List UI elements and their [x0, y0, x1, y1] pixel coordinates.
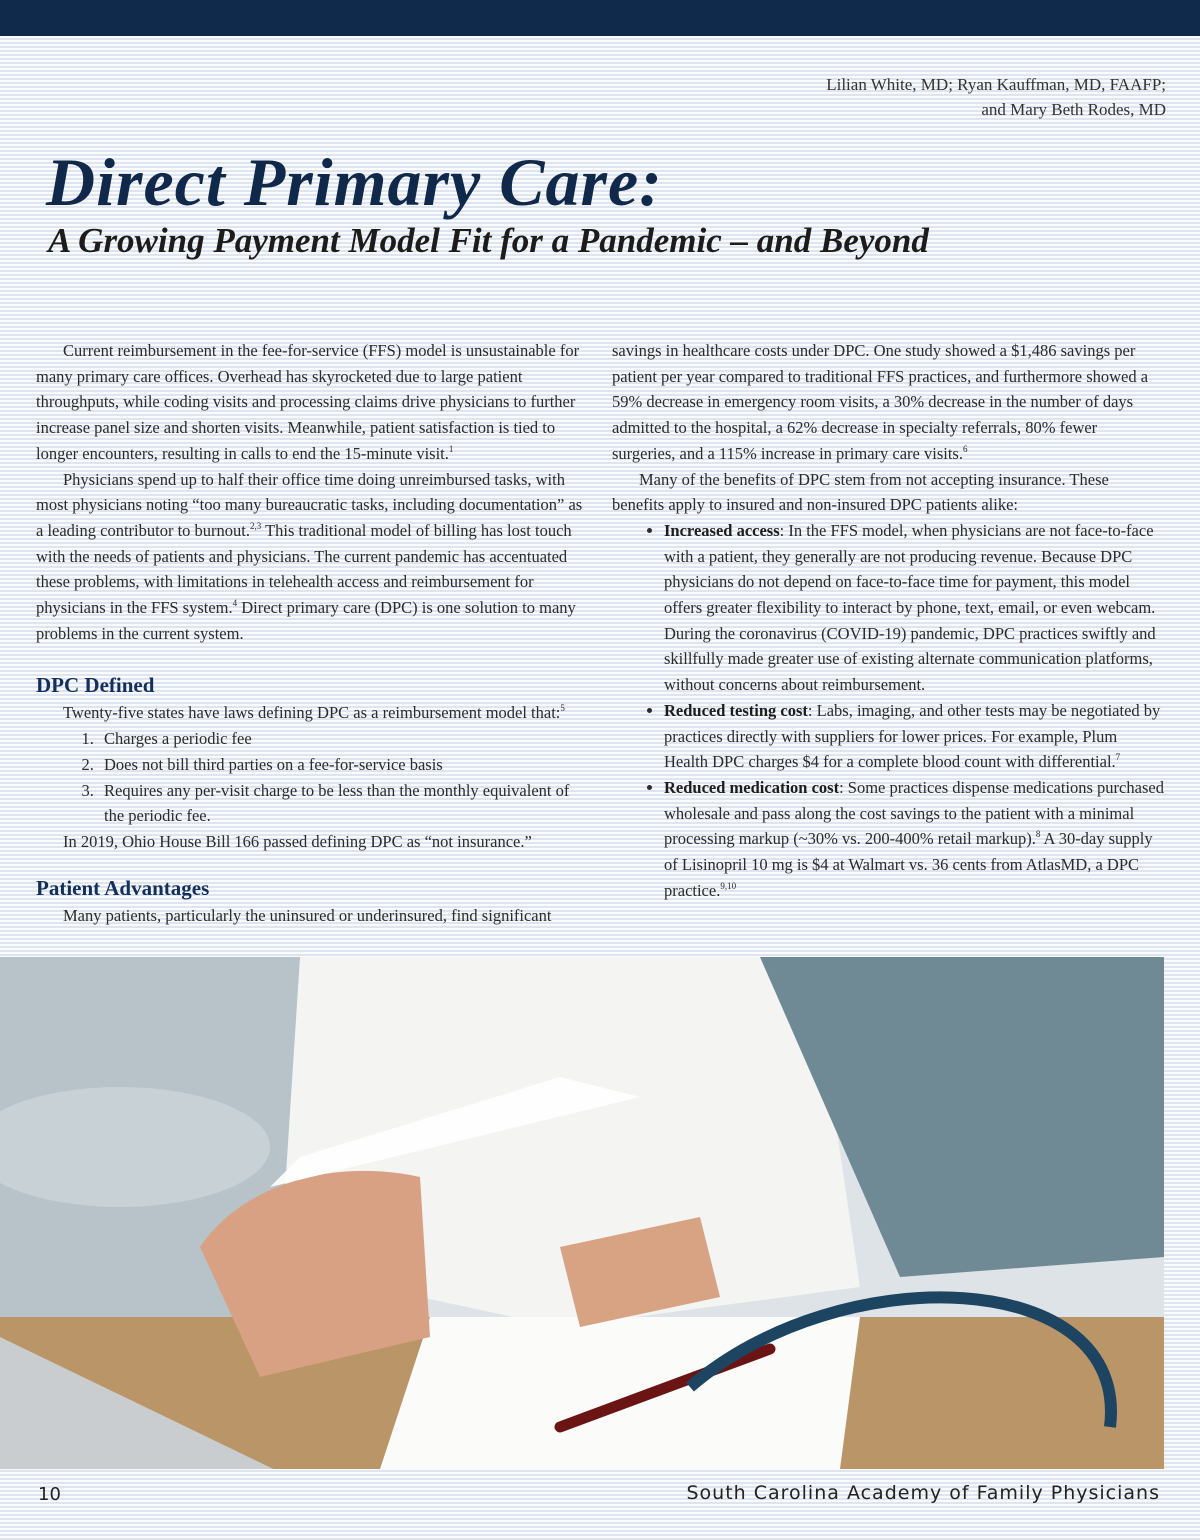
citation: 4 — [232, 598, 238, 609]
benefit-item — [664, 775, 1164, 904]
author-byline — [466, 72, 1166, 122]
benefit-item — [664, 698, 1164, 775]
citation: 7 — [1115, 752, 1121, 763]
author-line-2: and Mary Beth Rodes, MD — [981, 100, 1166, 119]
dpc-defined-lead — [36, 700, 588, 726]
author-line-1: Lilian White, MD; Ryan Kauffman, MD, FAAFP; — [826, 75, 1166, 94]
citation: 1 — [448, 443, 454, 454]
intro-p1-text: Current reimbursement in the fee-for-service (FFS) model is unsustainable for many primary care offices. Overhead has skyrocketed due to large patient throughputs, while coding visits and processing claims drive physicians to further increase panel size and shorten visits. Meanwhile, patient satisfaction is tied to longer encounters, resulting in calls to end the 15-minute visit. — [36, 341, 580, 463]
photo-illustration — [0, 957, 1164, 1469]
benefit-text-continued: A 30-day supply of Lisinopril 10 mg is $4 at Walmart vs. 36 cents from AtlasMD, a DPC practice. — [664, 829, 1153, 900]
citation: 6 — [962, 443, 968, 454]
right-column — [612, 338, 1164, 903]
ohio-bill-paragraph: In 2019, Ohio House Bill 166 passed defining DPC as “not insurance.” — [63, 831, 532, 851]
section-heading-dpc-defined: DPC Defined — [36, 673, 155, 698]
list-item: 3. Requires any per-visit charge to be less than the monthly equivalent of the periodic fee. — [98, 778, 588, 829]
patient-advantages-text: Many patients, particularly the uninsured or underinsured, find significant — [63, 905, 552, 925]
benefit-title: Reduced testing cost — [664, 700, 808, 720]
dpc-lead-text: Twenty-five states have laws defining DPC as a reimbursement model that: — [63, 703, 561, 723]
benefits-intro-paragraph: Many of the benefits of DPC stem from not accepting insurance. These benefits apply to insured and non-insured DPC patients alike: — [612, 469, 1109, 515]
intro-p2b-text: This traditional model of billing has lost touch with the needs of patients and physicians. The current pandemic has accentuated these problems, with limitations in telehealth access and reimbursement for physicians in the FFS system. — [36, 520, 572, 618]
dpc-definition-list — [36, 726, 588, 829]
citation: 5 — [560, 703, 565, 714]
left-column — [36, 338, 588, 928]
article-title: Direct Primary Care: — [46, 144, 663, 220]
benefit-text: : Some practices dispense medications purchased wholesale and pass along the cost savings to the patient with a minimal processing markup (~30% vs. 200-400% retail markup). — [664, 777, 1164, 849]
citation: 8 — [1035, 829, 1041, 840]
citation: 9,10 — [720, 880, 737, 891]
publication-name: South Carolina Academy of Family Physicians — [686, 1482, 1160, 1504]
benefit-title: Increased access — [664, 520, 780, 540]
list-item: 1. Charges a periodic fee — [98, 726, 588, 752]
citation: 2,3 — [250, 520, 262, 531]
intro-paragraph-1 — [36, 338, 588, 467]
benefit-title: Reduced medication cost — [664, 777, 840, 797]
patient-advantages-paragraph — [36, 903, 588, 929]
benefits-list — [612, 518, 1164, 904]
intro-p2c-text: Direct primary care (DPC) is one solution to many problems in the current system. — [36, 598, 576, 643]
doctor-patient-photo — [0, 957, 1164, 1469]
intro-paragraph-2 — [36, 467, 588, 647]
article-subtitle: A Growing Payment Model Fit for a Pandemic – and Beyond — [48, 221, 929, 260]
benefit-item — [664, 518, 1164, 698]
intro-p2a-text: Physicians spend up to half their office time doing unreimbursed tasks, with most physicians noting “too many bureaucratic tasks, including documentation” as a leading contributor to burnout. — [36, 469, 583, 540]
top-banner — [0, 0, 1200, 36]
section-heading-patient-advantages: Patient Advantages — [36, 875, 210, 900]
patient-advantages-continued — [612, 338, 1164, 467]
list-item: 2. Does not bill third parties on a fee-for-service basis — [98, 752, 588, 778]
benefit-text: : In the FFS model, when physicians are not face-to-face with a patient, they generally are not producing revenue. Because DPC physicians do not depend on face-to-face time for payment, this model offers greater flexibility to interact by phone, text, email, or even webcam. During the coronavirus (COVID-19) pandemic, DPC practices swiftly and skillfully made greater use of existing alternate communication platforms, without concerns about reimbursement. — [664, 520, 1156, 695]
page-number: 10 — [38, 1484, 61, 1505]
benefit-text: : Labs, imaging, and other tests may be negotiated by practices directly with suppliers for lower prices. For example, Plum Health DPC charges $4 for a complete blood count with differential. — [664, 700, 1161, 772]
patient-advantages-text-continued: savings in healthcare costs under DPC. One study showed a $1,486 savings per patient per year compared to traditional FFS practices, and furthermore showed a 59% decrease in emergency room visits, a 30% decrease in the number of days admitted to the hospital, a 62% decrease in specialty referrals, 80% fewer surgeries, and a 115% increase in primary care visits. — [612, 341, 1149, 463]
